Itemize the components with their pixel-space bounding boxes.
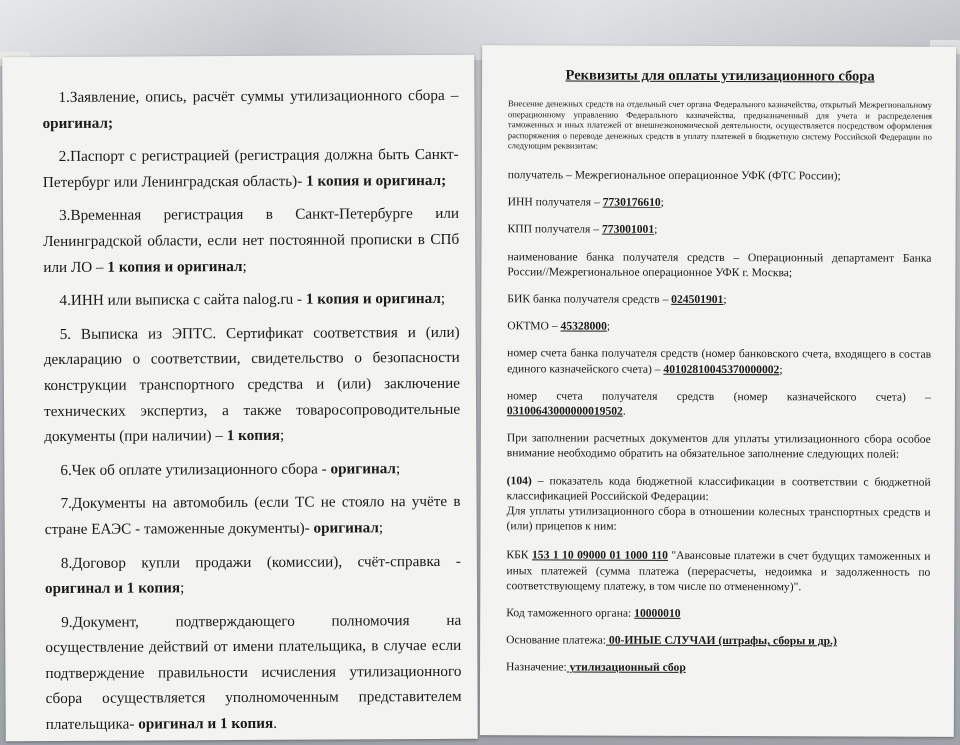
document-list-item: 6.Чек об оплате утилизационного сбора - оригинал;	[60, 459, 401, 479]
kbk-line: КБК 153 1 10 09000 01 1000 110 "Авансовые платежи в счет будущих таможенных и иных платежей (сумма платежа (перерасчеты, недоимка и задолженность по соответствующему платежу, в том числе по отмененному)".	[506, 548, 931, 594]
oktmo-line: ОКТМО – 45328000;	[507, 319, 611, 333]
document-list-item: 7.Документы на автомобиль (если ТС не стояло на учёте в стране ЕАЭС - таможенные документы)- оригинал;	[44, 493, 461, 538]
kbk-value: 153 1 10 09000 01 1000 110	[531, 548, 668, 563]
left-document-sheet	[2, 55, 478, 741]
document-list-item: 1.Заявление, опись, расчёт суммы утилизационного сбора – оригинал;	[42, 86, 459, 132]
payment-purpose-value: утилизационный сбор	[566, 660, 686, 675]
payment-purpose-line: Назначение: утилизационный сбор	[506, 660, 686, 675]
note-paragraph: При заполнении расчетных документов для уплаты утилизационного сбора особое внимание необходимо обратить на обязательное заполнение следующих полей:	[506, 431, 931, 462]
payment-basis-value: 00-ИНЫЕ СЛУЧАИ (штрафы, сборы и др.)	[605, 633, 837, 648]
document-list-item: 2.Паспорт с регистрацией (регистрация должна быть Санкт-Петербург или Ленинградская область)- 1 копия и оригинал;	[42, 146, 459, 191]
document-list	[42, 83, 461, 738]
right-document-sheet	[480, 45, 956, 737]
bik-line: БИК банка получателя средств – 024501901;	[507, 292, 727, 307]
document-list-item: 9.Документ, подтверждающего полномочия на осуществление действий от имени плательщика, в случае если подтверждение правильности исчисления утилизационного сбора осуществляется уполномоченным представителем плательщика- оригинал и 1 копия.	[45, 611, 462, 734]
inn-line: ИНН получателя – 7730176610;	[507, 195, 664, 209]
treasury-account-value: 03100643000000019502	[506, 404, 623, 418]
account-value: 40102810045370000002	[663, 362, 780, 376]
payment-basis-line: Основание платежа: 00-ИНЫЕ СЛУЧАИ (штрафы, сборы и др.)	[506, 633, 837, 648]
bank-line: наименование банка получателя средств – Операционный департамент Банка России//Межрегиональное операционное УФК г. Москва;	[507, 249, 932, 280]
bik-value: 024501901	[671, 292, 724, 307]
document-list-item: 5. Выписка из ЭПТС. Сертификат соответствия и (или) декларацию о соответствии, свидетельство о безопасности конструкции транспортного средства и (или) заключение технических экспертиз, а также товаросопроводительные документы (при наличии) – 1 копия;	[43, 323, 461, 446]
document-title: Реквизиты для оплаты утилизационного сбора	[565, 67, 875, 85]
inn-value: 7730176610	[602, 195, 661, 209]
customs-code-value: 10000010	[634, 606, 681, 620]
recipient-line: получатель – Межрегиональное операционное УФК (ФТС России);	[507, 168, 841, 183]
kpp-value: 773001001	[601, 222, 655, 237]
document-list-item: 3.Временная регистрация в Санкт-Петербурге или Ленинградской области, если нет постоянной прописки в СПб или ЛО – 1 копия и оригинал;	[43, 205, 460, 276]
field-104-paragraph: (104) – показатель кода бюджетной классификации в соответствии с бюджетной классификацией Российской Федерации: Для уплаты утилизационного сбора в отношении колесных транспортных средств и (или) прицепов к ним:	[506, 473, 931, 533]
customs-code-line: Код таможенного органа: 10000010	[506, 606, 681, 620]
document-list-item: 8.Договор купли продажи (комиссии), счёт-справка - оригинал и 1 копия;	[44, 552, 461, 598]
account-line: номер счета банка получателя средств (номер банковского счета, входящего в состав единого казначейского счета) – 40102810045370000002;	[507, 346, 932, 376]
treasury-account-line: номер счета получателя средств (номер казначейского счета) – 03100643000000019502.	[506, 389, 932, 418]
kpp-line: КПП получателя – 773001001;	[507, 222, 658, 237]
oktmo-value: 45328000	[560, 319, 607, 333]
document-list-item: 4.ИНН или выписка с сайта nalog.ru - 1 копия и оригинал;	[59, 290, 446, 310]
intro-paragraph: Внесение денежных средств на отдельный счет органа Федерального казначейства, открытый Межрегиональному операционному управлению Федерального казначейства, предназначенный для учета и распределения таможенных и иных платежей от внешнеэкономической деятельности, осуществляется посредством оформления распоряжения о переводе денежных средств в уплату платежей в бюджетную систему Российской Федерации по следующим реквизитам:	[507, 98, 933, 151]
